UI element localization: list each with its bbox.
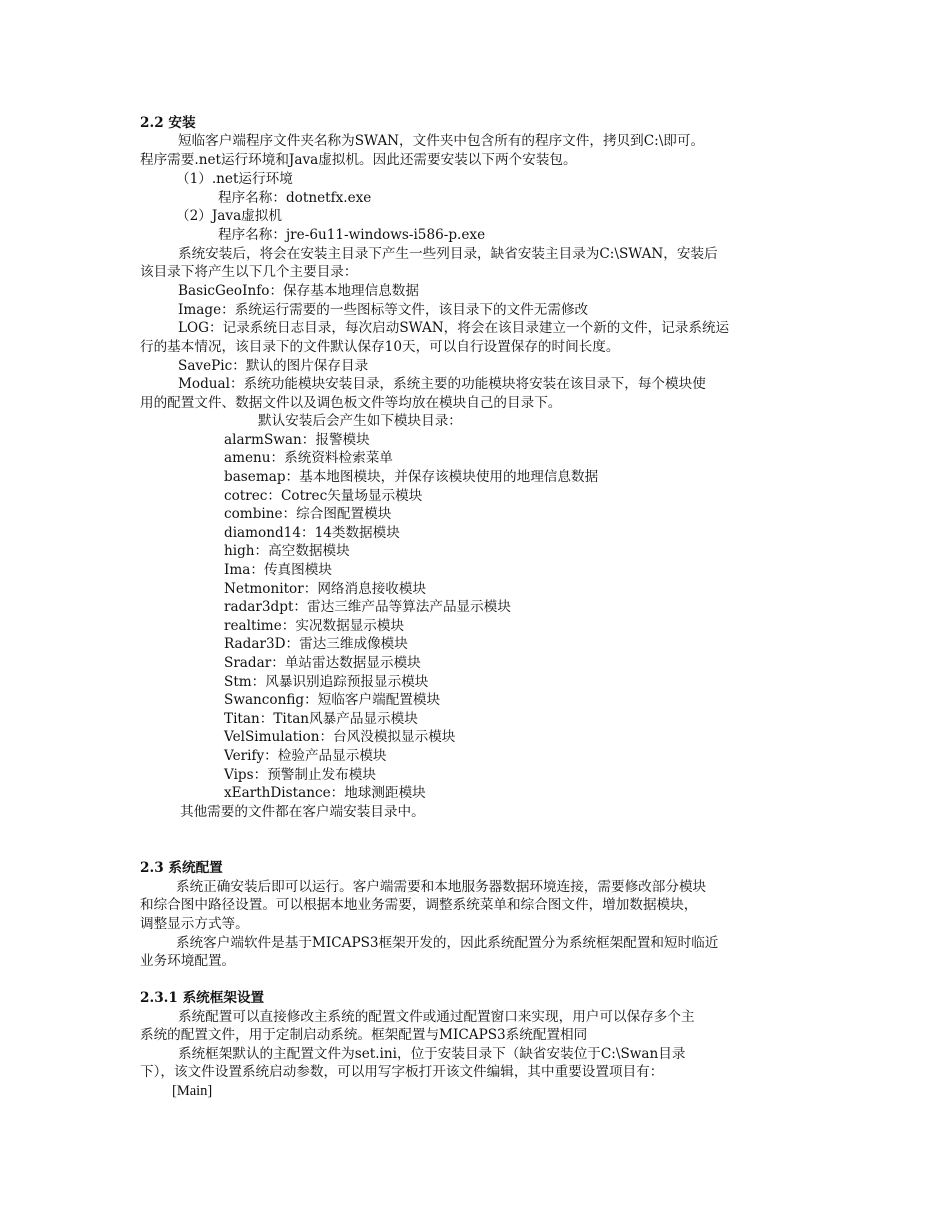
module-item: Radar3D：雷达三维成像模块: [224, 636, 408, 652]
paragraph-line: 短临客户端程序文件夹名称为SWAN，文件夹中包含所有的程序文件，拷贝到C:\即可。: [178, 133, 705, 149]
directory-item: Image：系统运行需要的一些图标等文件，该目录下的文件无需修改: [178, 302, 589, 318]
module-item: Verify：检验产品显示模块: [224, 748, 387, 764]
paragraph-line: 系统安装后，将会在安装主目录下产生一些列目录，缺省安装主目录为C:\SWAN，安装后: [178, 246, 718, 262]
section-heading-config: 2.3 系统配置: [140, 860, 223, 876]
paragraph-line: 系统客户端软件是基于MICAPS3框架开发的，因此系统配置分为系统框架配置和短时临近: [176, 935, 719, 951]
directory-item: LOG：记录系统日志目录，每次启动SWAN，将会在该目录建立一个新的文件，记录系统运: [178, 320, 730, 336]
paragraph-line: 系统框架默认的主配置文件为set.ini，位于安装目录下（缺省安装位于C:\Swan目录: [178, 1046, 686, 1062]
config-section-label: [Main]: [172, 1083, 213, 1099]
directory-item: Modual：系统功能模块安装目录，系统主要的功能模块将安装在该目录下，每个模块使: [178, 376, 706, 392]
paragraph-line: 其他需要的文件都在客户端安装目录中。: [180, 804, 425, 820]
paragraph-line: 和综合图中路径设置。可以根据本地业务需要，调整系统菜单和综合图文件，增加数据模块，: [140, 897, 698, 913]
module-item: xEarthDistance：地球测距模块: [224, 785, 426, 801]
modules-intro: 默认安装后会产生如下模块目录：: [258, 413, 462, 429]
package-name: 程序名称：dotnetfx.exe: [218, 190, 372, 206]
module-item: Sradar：单站雷达数据显示模块: [224, 655, 421, 671]
module-item: amenu：系统资料检索菜单: [224, 450, 393, 466]
section-heading-framework: 2.3.1 系统框架设置: [140, 990, 265, 1006]
package-title: （1）.net运行环境: [176, 171, 293, 187]
directory-item: 用的配置文件、数据文件以及调色板文件等均放在模块自己的目录下。: [140, 395, 562, 411]
module-item: cotrec：Cotrec矢量场显示模块: [224, 488, 423, 504]
paragraph-line: 业务环境配置。: [140, 953, 236, 969]
paragraph-line: 系统配置可以直接修改主系统的配置文件或通过配置窗口来实现，用户可以保存多个主: [178, 1009, 695, 1025]
directory-item: SavePic：默认的图片保存目录: [178, 358, 369, 374]
package-name: 程序名称：jre-6u11-windows-i586-p.exe: [218, 227, 486, 243]
module-item: VelSimulation：台风没模拟显示模块: [224, 729, 456, 745]
paragraph-line: 系统的配置文件，用于定制启动系统。框架配置与MICAPS3系统配置相同: [140, 1027, 588, 1043]
directory-item: BasicGeoInfo：保存基本地理信息数据: [178, 283, 419, 299]
module-item: Netmonitor：网络消息接收模块: [224, 581, 427, 597]
module-item: Swanconfig：短临客户端配置模块: [224, 692, 441, 708]
module-item: radar3dpt：雷达三维产品等算法产品显示模块: [224, 599, 511, 615]
package-title: （2）Java虚拟机: [176, 208, 282, 224]
section-heading-install: 2.2 安装: [140, 115, 196, 131]
paragraph-line: 该目录下将产生以下几个主要目录：: [140, 264, 358, 280]
directory-item: 行的基本情况，该目录下的文件默认保存10天，可以自行设置保存的时间长度。: [140, 339, 620, 355]
module-item: Vips：预警制止发布模块: [224, 767, 376, 783]
module-item: Titan：Titan风暴产品显示模块: [224, 711, 418, 727]
module-item: Ima：传真图模块: [224, 562, 332, 578]
module-item: diamond14：14类数据模块: [224, 525, 400, 541]
paragraph-line: 程序需要.net运行环境和Java虚拟机。因此还需要安装以下两个安装包。: [140, 152, 577, 168]
module-item: alarmSwan：报警模块: [224, 432, 370, 448]
module-item: realtime：实况数据显示模块: [224, 618, 405, 634]
module-item: high：高空数据模块: [224, 543, 350, 559]
paragraph-line: 系统正确安装后即可以运行。客户端需要和本地服务器数据环境连接，需要修改部分模块: [176, 879, 707, 895]
paragraph-line: 调整显示方式等。: [140, 916, 249, 932]
module-item: combine：综合图配置模块: [224, 506, 392, 522]
module-item: basemap：基本地图模块，并保存该模块使用的地理信息数据: [224, 469, 599, 485]
module-item: Stm：风暴识别追踪预报显示模块: [224, 674, 429, 690]
paragraph-line: 下），该文件设置系统启动参数，可以用写字板打开该文件编辑，其中重要设置项目有：: [140, 1064, 664, 1080]
